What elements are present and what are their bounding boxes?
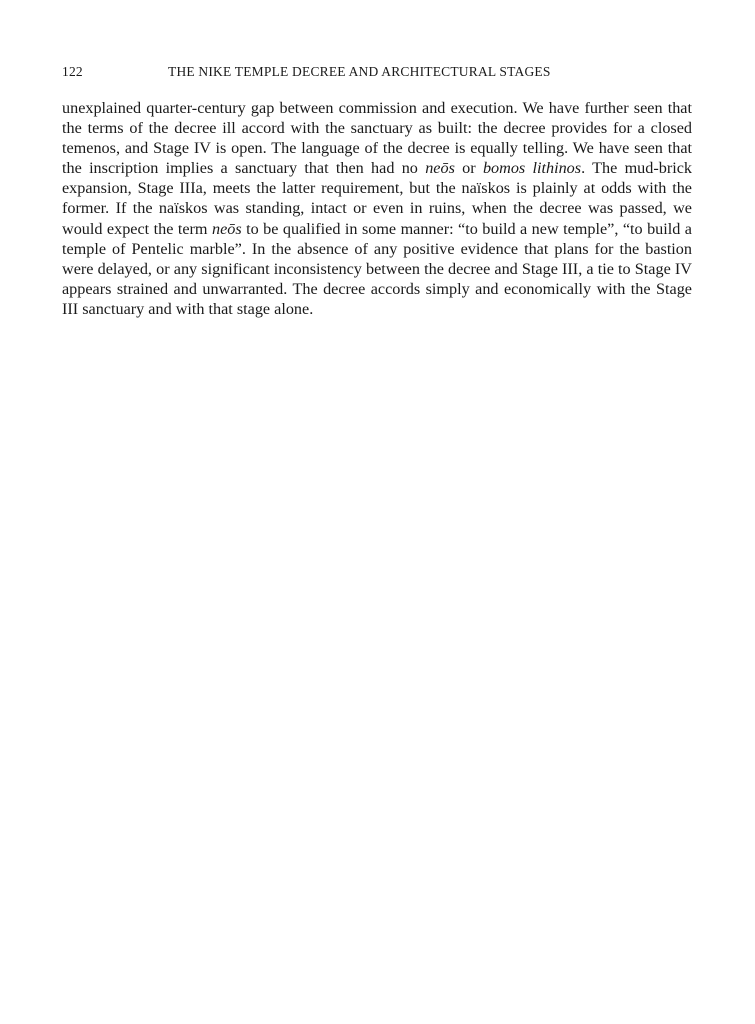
text-segment: or — [454, 159, 483, 178]
italic-term-neos: neōs — [211, 219, 242, 238]
running-head — [62, 64, 692, 84]
page — [62, 64, 692, 319]
text-segment: . The mud-brick expansion, Stage IIIa, meets the latter requirement, but the naïskos is plainly at odds with the former. If the naïskos was standing, intact or even in ruins, when the decree was passed, we would expect the term — [62, 159, 693, 238]
italic-term-bomos-lithinos: bomos lithinos — [482, 159, 582, 178]
text-segment: unexplained quarter-century gap between commission and execution. We have further seen that the terms of the decree ill accord with the sanctuary as built: the decree provides for a closed temenos, and Stage IV is open. The language of the decree is equally telling. We have seen that the inscription implies a sanctuary that then had no — [62, 99, 692, 178]
running-title: THE NIKE TEMPLE DECREE AND ARCHITECTURAL STAGES — [168, 64, 551, 79]
text-segment: to be qualified in some manner: “to build a new temple”, “to build a temple of Pentelic marble”. In the absence of any positive evidence that plans for the bastion were delayed, or any significant inconsistency between the decree and Stage III, a tie to Stage IV appears strained and unwarranted. The decree accords simply and economically with the Stage III sanctuary and with that stage alone. — [62, 219, 692, 318]
body-paragraph — [62, 98, 692, 319]
page-number: 122 — [62, 64, 83, 79]
italic-term-neos: neōs — [425, 159, 455, 178]
